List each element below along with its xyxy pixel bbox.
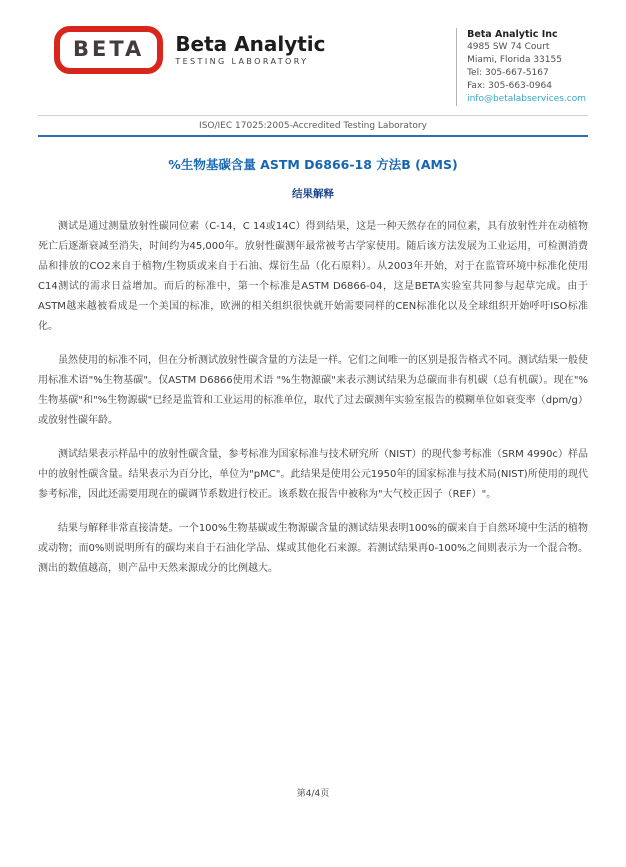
company-contact-block [456,28,586,106]
accreditation-text: ISO/IEC 17025:2005-Accredited Testing Laboratory [199,121,427,131]
company-address-line1: 4985 SW 74 Court [467,42,550,52]
section-heading: 结果解释 [292,188,334,200]
company-name: Beta Analytic Inc [467,29,558,40]
beta-wordmark [175,34,325,66]
page-footer [0,786,626,799]
company-address-line2: Miami, Florida 33155 [467,55,562,65]
paragraph-4: 结果与解释非常直接清楚。一个100%生物基碳或生物源碳含量的测试结果表明100%的碳来自于自然环境中生活的植物或动物；而0%则说明所有的碳均来自于石油化学品、煤或其他化石来源。若测试结果再0-100%之间则表示为一个混合物。测出的数值越高，则产品中天然来源成分的比例越大。 [38,523,588,574]
company-fax: Fax: 305-663-0964 [467,81,552,91]
paragraph-2: 虽然使用的标准不同，但在分析测试放射性碳含量的方法是一样。它们之间唯一的区别是报告格式不同。测试结果一般使用标准术语"%生物基碳"。仅ASTM D6866使用术语 "%生物源碳"来表示测试结果为总碳而非有机碳（总有机碳）。现在"%生物基碳"和"%生物源碳"已经是监管和工业运用的标准单位，取代了过去碳测年实验室报告的模糊单位如衰变率（dpm/g）或放射性碳年龄。 [38,355,588,426]
email-link[interactable]: info@betalabservices.com [467,94,586,104]
brand-subtitle: TESTING LABORATORY [175,57,309,66]
header-top-row [0,0,626,106]
beta-logo-badge: BETA [54,26,163,74]
paragraph-3: 测试结果表示样品中的放射性碳含量，参考标准为国家标准与技术研究所（NIST）的现代参考标准（SRM 4990c）样品中的放射性碳含量。结果表示为百分比，单位为"pMC"。此结果是使用公元1950年的国家标准与技术局(NIST)所使用的现代参考标准，因此还需要用现在的碳调节系数进行校正。该系数在报告中被称为"大气校正因子（REF）"。 [38,449,588,500]
company-tel: Tel: 305-667-5167 [467,68,549,78]
page-header [0,0,626,137]
document-body [0,155,626,579]
page-title: %生物基碳含量 ASTM D6866-18 方法B (AMS) [168,157,458,172]
brand-name: Beta Analytic [175,32,326,56]
page-indicator: 第4/4页 [296,789,330,799]
paragraph-1: 测试是通过测量放射性碳同位素（C-14，C 14或14C）得到结果，这是一种天然存在的同位素，具有放射性并在动植物死亡后逐渐衰减至消失，时间约为45,000年。放射性碳测年最常被考古学家使用。随后该方法发展为工业运用，可检测消费品和排放的CO2来自于植物/生物质或来自于石油、煤衍生品（化石原料）。从2003年开始，对于在监管环境中标准化使用C14测试的需求日益增加。而后的标准中，第一个标准是ASTM D6866-04，这是BETA实验室共同参与起草完成。由于ASTM越来越被看成是一个美国的标准，欧洲的相关组织很快就开始需要同样的CEN标准化以及全球组织开始呼吁ISO标准化。 [38,221,588,332]
accreditation-bar [38,115,588,137]
body-paragraphs [38,217,588,579]
beta-logo [54,26,326,74]
